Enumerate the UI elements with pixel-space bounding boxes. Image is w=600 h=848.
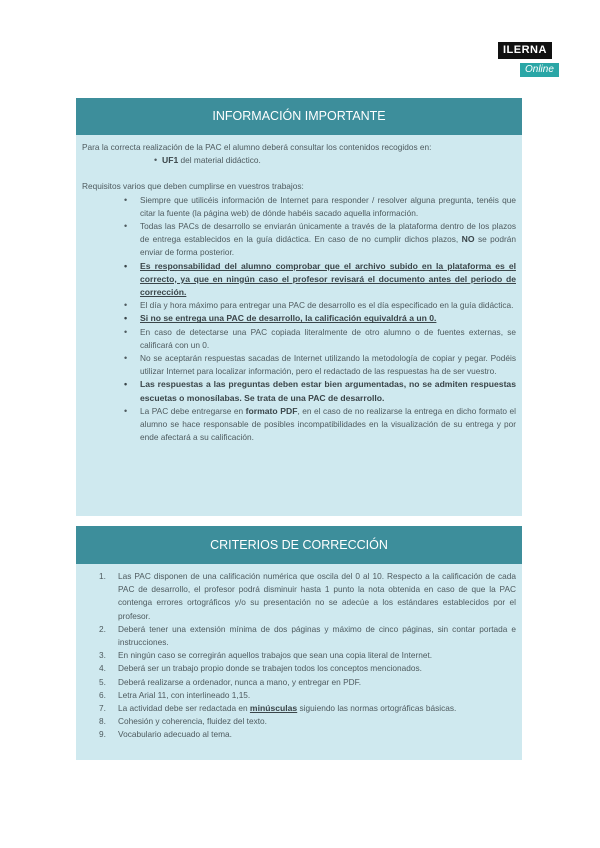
criteria-text: La actividad debe ser redactada en [118,703,250,714]
important-info-box [76,98,522,516]
uf-label: UF1 [162,155,179,166]
criteria-box [76,526,522,760]
criteria-item: 6. Letra Arial 11, con interlineado 1,15. [99,689,251,700]
requirement-item: • No se aceptarán respuestas sacadas de Internet utilizando la metodología de copiar y pegar. Podéis utilizar Internet para localizar información, pero el redactado de las respuestas ha de ser vuestro. [82,352,516,378]
requirement-item [82,220,516,260]
requirement-item: • Es responsabilidad del alumno comprobar que el archivo subido en la plataforma es el correcto, ya que en ningún caso el profesor revisará el documento antes del periodo de corrección. [82,260,516,300]
criteria-text: Deberá tener una extensión mínima de dos páginas y máximo de cinco páginas, sin contar portada e instrucciones. [118,623,516,648]
criteria-item: 1. Las PAC disponen de una calificación numérica que oscila del 0 al 10. Respecto a la calificación de cada PAC de desarrollo, el profesor podrá disminuir hasta 1 punto la nota obtenida en caso de que la PAC contenga errores ortográficos y/o su presentación no se adecúe a los estándares establecidos por el profesor. [99,571,516,621]
criteria-item: 3. En ningún caso se corregirán aquellos trabajos que sean una copia literal de Internet. [99,650,433,661]
requirements-intro: Requisitos varios que deben cumplirse en vuestros trabajos: [82,181,304,192]
criteria-text: Las PAC disponen de una calificación numérica que oscila del 0 al 10. Respecto a la calificación de cada PAC de desarrollo, el profesor podrá disminuir hasta 1 punto la nota obtenida en caso de que la PAC contenga errores ortográficos y/o su presentación no se adecúe a los estándares establecidos por el profesor. [118,571,516,621]
pdf-emphasis: formato PDF [245,405,298,416]
criteria-item: 4. Deberá ser un trabajo propio donde se trabajen todos los conceptos mencionados. [99,663,422,674]
criteria-item: 9. Vocabulario adecuado al tema. [99,729,232,740]
requirement-item: • Si no se entrega una PAC de desarrollo, la calificación equivaldrá a un 0. [82,312,516,325]
criteria-item: 2. Deberá tener una extensión mínima de dos páginas y máximo de cinco páginas, sin contar portada e instrucciones. [99,623,516,648]
requirement-item: • El día y hora máximo para entregar una PAC de desarrollo es el día especificado en la guía didáctica. [82,299,516,312]
lowercase-emphasis: minúsculas [249,703,298,714]
requirement-text: La PAC debe entregarse en [140,405,246,416]
logo-bottom-text: Online [520,63,559,77]
requirement-item: • Siempre que utilicéis información de Internet para responder / resolver alguna pregunta, tenéis que citar la fuente (la página web) de dónde habéis sacado aquella información. [82,194,516,220]
ilerna-logo [498,40,560,77]
criteria-text: En ningún caso se corregirán aquellos trabajos que sean una copia literal de Internet. [118,650,433,661]
criteria-item: 7. La actividad debe ser redactada en minúsculas siguiendo las normas ortográficas básicas. [99,703,457,714]
criteria-text: Letra Arial 11, con interlineado 1,15. [118,689,251,700]
no-emphasis: NO [461,234,475,245]
intro-text: Para la correcta realización de la PAC el alumno deberá consultar los contenidos recogidos en: [82,142,432,152]
criteria-text: siguiendo las normas ortográficas básicas. [297,703,457,714]
criteria-text: Deberá ser un trabajo propio donde se trabajen todos los conceptos mencionados. [118,663,422,674]
important-info-title: INFORMACIÓN IMPORTANTE [76,98,522,135]
criteria-text: Deberá realizarse a ordenador, nunca a mano, y entregar en PDF. [118,676,362,687]
uf-rest: del material didáctico. [178,155,261,166]
criteria-item: 8. Cohesión y coherencia, fluidez del texto. [99,716,267,727]
uf-item [82,154,516,167]
requirement-item: • En caso de detectarse una PAC copiada literalmente de otro alumno o de fuentes externas, se calificará con un 0. [82,326,516,352]
requirement-text: Todas las PACs de desarrollo se enviarán únicamente a través de la plataforma dentro de los plazos de entrega establecidos en la guía didáctica. En caso de no cumplir dichos plazos, [140,221,516,245]
criteria-item: 5. Deberá realizarse a ordenador, nunca a mano, y entregar en PDF. [99,676,362,687]
requirement-item: • Las respuestas a las preguntas deben estar bien argumentadas, no se admiten respuestas escuetas o monosílabas. Se trata de una PAC de desarrollo. [82,378,516,404]
criteria-text: Cohesión y coherencia, fluidez del texto. [118,716,267,727]
requirement-item [82,405,516,445]
criteria-text: Vocabulario adecuado al tema. [118,729,232,740]
logo-top-text: ILERNA [498,42,552,59]
criteria-title: CRITERIOS DE CORRECCIÓN [76,526,522,564]
requirement-text: se podrán enviar de forma posterior. [140,234,516,258]
requirement-text: , en el caso de no realizarse la entrega en dicho formato el alumno se hace responsable de posibles incompatibilidades en la visualización de su entrega y por ende afectará a su calificación. [140,405,516,443]
